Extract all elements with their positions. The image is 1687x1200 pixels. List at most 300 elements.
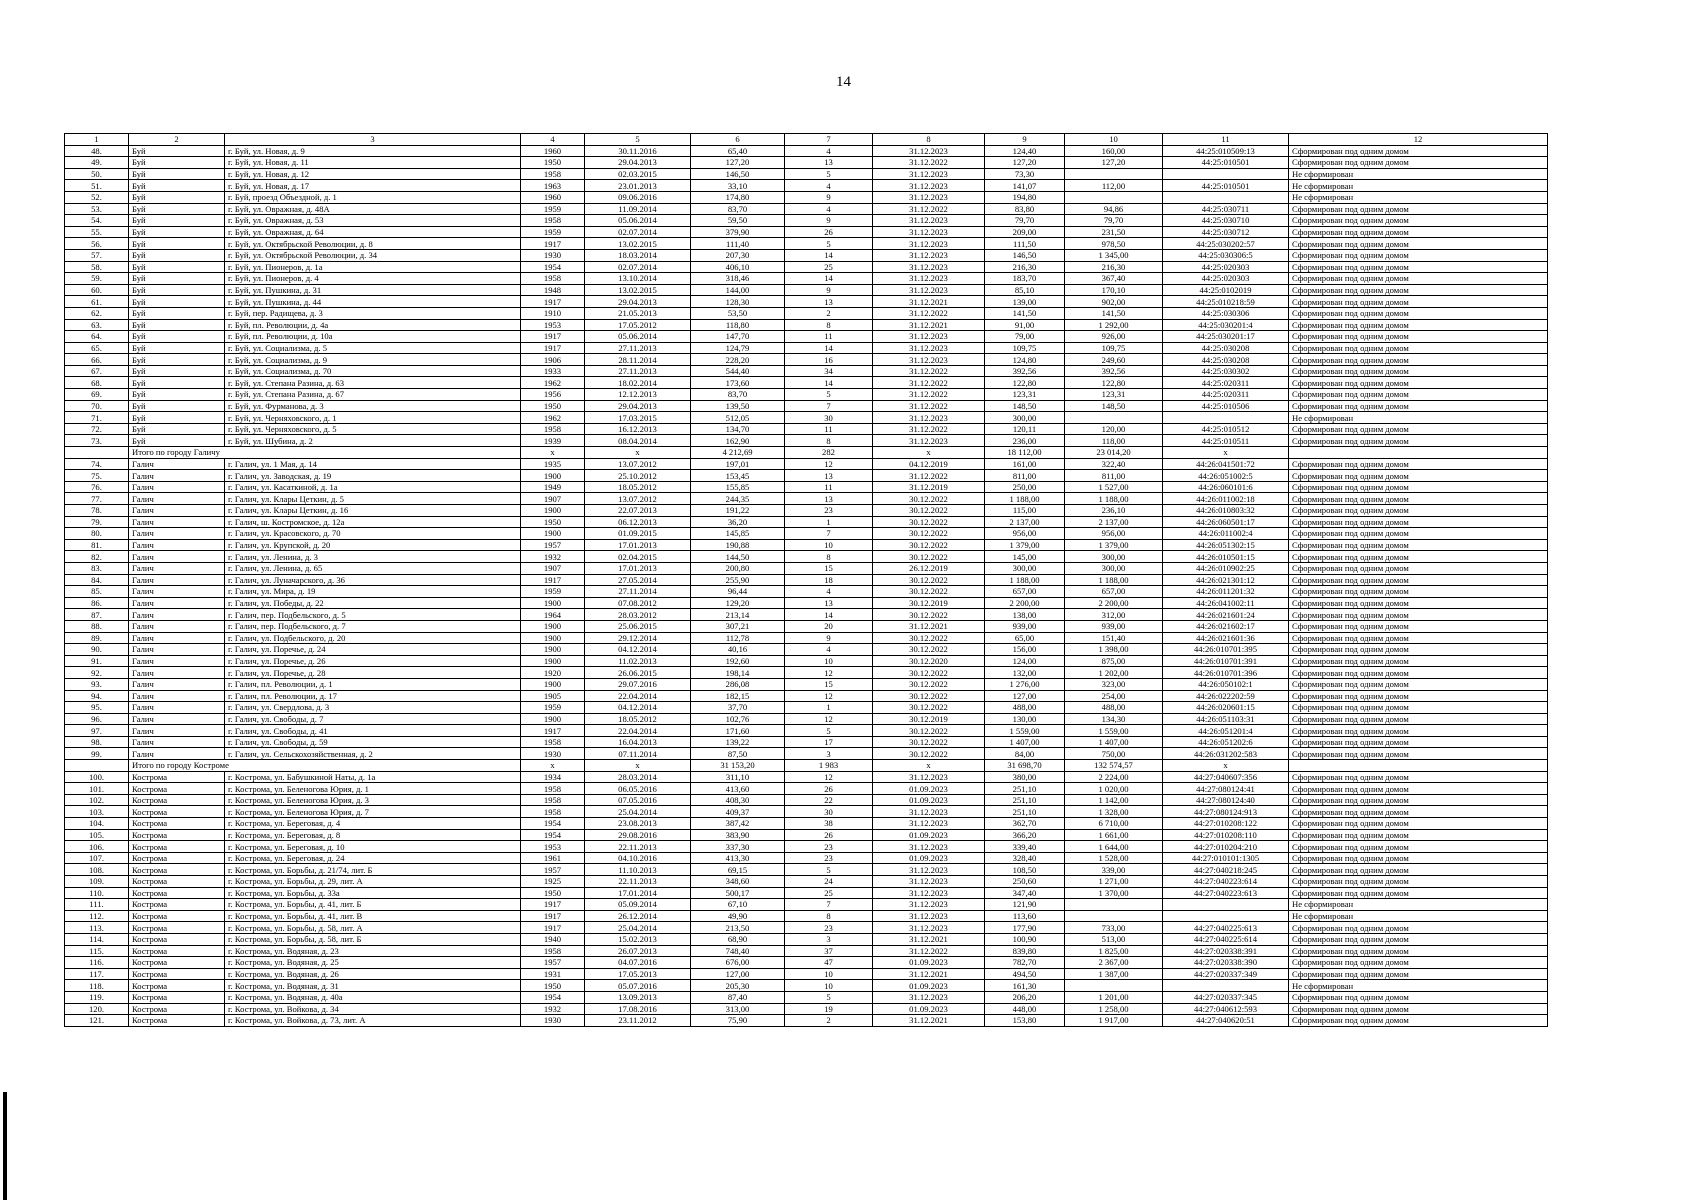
land-area-cell: 657,00 [1065,586,1163,598]
row-number-cell: 65. [65,342,129,354]
area-value-cell: 130,00 [985,713,1065,725]
area-cell: 182,15 [691,690,785,702]
area-cell: 139,22 [691,736,785,748]
address-cell: г. Галич, ул. Красовского, д. 70 [225,528,521,540]
municipality-cell: Галич [129,748,225,760]
land-status-cell: Сформирован под одним домом [1289,829,1548,841]
deadline-cell: 01.09.2023 [873,852,985,864]
address-cell: г. Галич, ул. Свободы, д. 41 [225,725,521,737]
row-number-cell: 84. [65,574,129,586]
area-cell: 512,05 [691,412,785,424]
area-cell: 128,30 [691,296,785,308]
deadline-cell: 31.12.2023 [873,818,985,830]
year-built-cell: 1930 [521,249,585,261]
municipality-cell: Галич [129,655,225,667]
area-cell: 748,40 [691,945,785,957]
municipality-cell: Кострома [129,794,225,806]
area-value-cell: 380,00 [985,771,1065,783]
land-status-cell: Сформирован под одним домом [1289,505,1548,517]
date-cell: 09.06.2016 [585,191,691,203]
land-status-cell: Сформирован под одним домом [1289,968,1548,980]
table-row [65,365,1548,377]
cadastral-number-cell: 44:25:030306:5 [1163,249,1289,261]
cadastral-number-cell: 44:26:010701:396 [1163,667,1289,679]
year-built-cell: 1954 [521,818,585,830]
table-row [65,354,1548,366]
residents-cell: 25 [785,261,873,273]
municipality-cell: Галич [129,690,225,702]
deadline-cell: 31.12.2023 [873,435,985,447]
table-row [65,876,1548,888]
area-cell: 145,85 [691,528,785,540]
cadastral-number-cell [1163,168,1289,180]
row-number-cell: 54. [65,215,129,227]
area-cell: 197,01 [691,458,785,470]
row-number-cell: 57. [65,249,129,261]
residents-cell: 9 [785,284,873,296]
deadline-cell: 31.12.2023 [873,273,985,285]
municipality-cell: Галич [129,620,225,632]
date-cell: 17.01.2013 [585,562,691,574]
land-area-cell: 236,10 [1065,505,1163,517]
column-number: 2 [129,134,225,146]
area-cell: 134,70 [691,423,785,435]
residents-cell: 14 [785,342,873,354]
row-number-cell: 74. [65,458,129,470]
residents-cell: 22 [785,794,873,806]
subtotal-value: 18 112,00 [985,447,1065,459]
date-cell: 18.02.2014 [585,377,691,389]
municipality-cell: Кострома [129,887,225,899]
cadastral-number-cell: 44:25:030712 [1163,226,1289,238]
table-row [65,678,1548,690]
table-row [65,249,1548,261]
year-built-cell: 1917 [521,342,585,354]
residents-cell: 8 [785,551,873,563]
date-cell: 22.04.2014 [585,690,691,702]
deadline-cell: 31.12.2023 [873,841,985,853]
area-value-cell: 124,80 [985,354,1065,366]
cadastral-number-cell: 44:25:010501 [1163,157,1289,169]
table-row [65,748,1548,760]
land-status-cell: Не сформирован [1289,412,1548,424]
row-number-cell: 115. [65,945,129,957]
land-area-cell: 148,50 [1065,400,1163,412]
land-area-cell: 1 328,00 [1065,806,1163,818]
table-row [65,284,1548,296]
residents-cell: 34 [785,365,873,377]
land-area-cell: 6 710,00 [1065,818,1163,830]
table-row [65,736,1548,748]
year-built-cell: 1934 [521,771,585,783]
area-cell: 87,50 [691,748,785,760]
table-row [65,771,1548,783]
area-value-cell: 1 188,00 [985,493,1065,505]
table-row [65,1015,1548,1027]
deadline-cell: 01.09.2023 [873,783,985,795]
year-built-cell: 1917 [521,331,585,343]
municipality-cell: Буй [129,331,225,343]
address-cell: г. Галич, пер. Подбельского, д. 7 [225,620,521,632]
table-row [65,910,1548,922]
residents-cell: 11 [785,423,873,435]
year-built-cell: 1905 [521,690,585,702]
land-area-cell: 1 387,00 [1065,968,1163,980]
date-cell: 25.10.2012 [585,470,691,482]
year-built-cell: 1958 [521,168,585,180]
land-area-cell: 1 188,00 [1065,493,1163,505]
row-number-cell: 118. [65,980,129,992]
row-number-cell: 97. [65,725,129,737]
area-value-cell: 124,00 [985,655,1065,667]
land-status-cell: Сформирован под одним домом [1289,1003,1548,1015]
land-status-cell: Сформирован под одним домом [1289,852,1548,864]
deadline-cell: 30.12.2022 [873,609,985,621]
land-area-cell: 1 188,00 [1065,574,1163,586]
area-cell: 348,60 [691,876,785,888]
deadline-cell: 30.12.2022 [873,678,985,690]
deadline-cell: 30.12.2019 [873,597,985,609]
row-number-cell: 102. [65,794,129,806]
land-area-cell: 1 258,00 [1065,1003,1163,1015]
land-status-cell: Не сформирован [1289,980,1548,992]
area-cell: 337,30 [691,841,785,853]
residents-cell: 12 [785,667,873,679]
address-cell: г. Галич, ул. Луначарского, д. 36 [225,574,521,586]
table-row [65,991,1548,1003]
municipality-cell: Галич [129,551,225,563]
deadline-cell: 31.12.2022 [873,389,985,401]
area-value-cell: 83,80 [985,203,1065,215]
date-cell: 23.01.2013 [585,180,691,192]
land-status-cell: Сформирован под одним домом [1289,818,1548,830]
area-value-cell: 251,10 [985,806,1065,818]
land-status-cell: Сформирован под одним домом [1289,331,1548,343]
residents-cell: 5 [785,389,873,401]
area-cell: 37,70 [691,702,785,714]
municipality-cell: Буй [129,412,225,424]
cadastral-number-cell: 44:27:020338:391 [1163,945,1289,957]
row-number-cell: 103. [65,806,129,818]
address-cell: г. Буй, ул. Пионеров, д. 1а [225,261,521,273]
area-cell: 83,70 [691,389,785,401]
municipality-cell: Буй [129,423,225,435]
deadline-cell: 30.12.2022 [873,516,985,528]
cadastral-number-cell: 44:26:011002:4 [1163,528,1289,540]
municipality-cell: Кострома [129,899,225,911]
table-row [65,841,1548,853]
land-area-cell [1065,191,1163,203]
table-row [65,319,1548,331]
land-status-cell: Сформирован под одним домом [1289,922,1548,934]
table-row [65,516,1548,528]
date-cell: 25.04.2014 [585,922,691,934]
subtotal-spacer [65,447,129,459]
table-row [65,458,1548,470]
address-cell: г. Кострома, ул. Борьбы, д. 58, лит. А [225,922,521,934]
area-cell: 146,50 [691,168,785,180]
date-cell: 13.09.2013 [585,991,691,1003]
area-cell: 313,00 [691,1003,785,1015]
year-built-cell: 1949 [521,481,585,493]
subtotal-value: 23 014,20 [1065,447,1163,459]
area-value-cell: 939,00 [985,620,1065,632]
area-cell: 87,40 [691,991,785,1003]
date-cell: 26.07.2013 [585,945,691,957]
area-cell: 40,16 [691,644,785,656]
cadastral-number-cell: 44:25:020303 [1163,261,1289,273]
municipality-cell: Галич [129,644,225,656]
area-value-cell: 100,90 [985,933,1065,945]
land-status-cell: Сформирован под одним домом [1289,528,1548,540]
land-area-cell: 300,00 [1065,551,1163,563]
row-number-cell: 95. [65,702,129,714]
land-area-cell: 249,60 [1065,354,1163,366]
residents-cell: 5 [785,238,873,250]
address-cell: г. Кострома, ул. Береговая, д. 4 [225,818,521,830]
area-cell: 207,30 [691,249,785,261]
land-status-cell: Сформирован под одним домом [1289,562,1548,574]
residents-cell: 26 [785,226,873,238]
area-value-cell: 84,00 [985,748,1065,760]
date-cell: 27.11.2014 [585,586,691,598]
date-cell: 13.10.2014 [585,273,691,285]
land-status-cell: Сформирован под одним домом [1289,516,1548,528]
cadastral-number-cell: 44:26:060101:6 [1163,481,1289,493]
date-cell: 02.03.2015 [585,168,691,180]
municipality-cell: Кострома [129,876,225,888]
area-value-cell: 236,00 [985,435,1065,447]
residents-cell: 7 [785,528,873,540]
area-value-cell: 300,00 [985,562,1065,574]
cadastral-number-cell: 44:26:010701:395 [1163,644,1289,656]
year-built-cell: 1900 [521,470,585,482]
municipality-cell: Кострома [129,771,225,783]
land-area-cell: 811,00 [1065,470,1163,482]
land-area-cell: 94,86 [1065,203,1163,215]
date-cell: 02.07.2014 [585,226,691,238]
land-status-cell: Сформирован под одним домом [1289,493,1548,505]
subtotal-value: 132 574,57 [1065,760,1163,772]
row-number-cell: 98. [65,736,129,748]
address-cell: г. Буй, ул. Новая, д. 11 [225,157,521,169]
subtotal-value: x [873,447,985,459]
residents-cell: 10 [785,539,873,551]
land-area-cell: 926,00 [1065,331,1163,343]
municipality-cell: Галич [129,597,225,609]
cadastral-number-cell: 44:25:020303 [1163,273,1289,285]
area-cell: 406,10 [691,261,785,273]
address-cell: г. Буй, ул. Социализма, д. 9 [225,354,521,366]
table-row [65,528,1548,540]
municipality-cell: Буй [129,215,225,227]
land-status-cell: Сформирован под одним домом [1289,261,1548,273]
residents-cell: 4 [785,203,873,215]
municipality-cell: Буй [129,354,225,366]
municipality-cell: Кострома [129,841,225,853]
year-built-cell: 1932 [521,1003,585,1015]
municipality-cell: Галич [129,609,225,621]
area-cell: 311,10 [691,771,785,783]
date-cell: 15.02.2013 [585,933,691,945]
land-area-cell [1065,168,1163,180]
deadline-cell: 31.12.2022 [873,157,985,169]
address-cell: г. Галич, ул. Сельскохозяйственная, д. 2 [225,748,521,760]
deadline-cell: 26.12.2019 [873,562,985,574]
year-built-cell: 1917 [521,296,585,308]
area-value-cell: 250,00 [985,481,1065,493]
year-built-cell: 1958 [521,736,585,748]
address-cell: г. Кострома, ул. Водяная, д. 25 [225,957,521,969]
year-built-cell: 1954 [521,991,585,1003]
subtotal-row [65,760,1548,772]
table-row [65,632,1548,644]
address-cell: г. Буй, ул. Пушкина, д. 31 [225,284,521,296]
deadline-cell: 31.12.2023 [873,864,985,876]
land-area-cell: 956,00 [1065,528,1163,540]
land-status-cell: Не сформирован [1289,899,1548,911]
row-number-cell: 67. [65,365,129,377]
land-area-cell [1065,412,1163,424]
residents-cell: 9 [785,191,873,203]
area-cell: 173,60 [691,377,785,389]
land-status-cell: Сформирован под одним домом [1289,655,1548,667]
land-area-cell: 109,75 [1065,342,1163,354]
cadastral-number-cell: 44:27:040607:356 [1163,771,1289,783]
land-area-cell: 1 020,00 [1065,783,1163,795]
year-built-cell: 1935 [521,458,585,470]
cadastral-number-cell: 44:26:010902:25 [1163,562,1289,574]
residents-cell: 23 [785,505,873,517]
address-cell: г. Кострома, ул. Бабушкиной Наты, д. 1а [225,771,521,783]
deadline-cell: 31.12.2022 [873,377,985,389]
deadline-cell: 31.12.2022 [873,470,985,482]
area-value-cell: 448,00 [985,1003,1065,1015]
area-cell: 118,80 [691,319,785,331]
municipality-cell: Буй [129,377,225,389]
area-value-cell: 250,60 [985,876,1065,888]
land-area-cell: 1 292,00 [1065,319,1163,331]
municipality-cell: Кострома [129,980,225,992]
land-area-cell: 122,80 [1065,377,1163,389]
area-cell: 198,14 [691,667,785,679]
area-cell: 53,50 [691,307,785,319]
municipality-cell: Буй [129,203,225,215]
row-number-cell: 121. [65,1015,129,1027]
address-cell: г. Буй, ул. Овражная, д. 53 [225,215,521,227]
cadastral-number-cell: 44:27:010204:210 [1163,841,1289,853]
row-number-cell: 72. [65,423,129,435]
land-area-cell: 733,00 [1065,922,1163,934]
cadastral-number-cell: 44:27:020337:349 [1163,968,1289,980]
row-number-cell: 64. [65,331,129,343]
area-value-cell: 127,00 [985,690,1065,702]
land-status-cell: Сформирован под одним домом [1289,307,1548,319]
deadline-cell: 31.12.2021 [873,968,985,980]
cadastral-number-cell: 44:25:030302 [1163,365,1289,377]
area-cell: 174,80 [691,191,785,203]
land-area-cell [1065,899,1163,911]
residents-cell: 23 [785,922,873,934]
table-row [65,412,1548,424]
deadline-cell: 31.12.2023 [873,226,985,238]
year-built-cell: 1900 [521,528,585,540]
cadastral-number-cell: 44:25:030202:57 [1163,238,1289,250]
area-value-cell: 488,00 [985,702,1065,714]
address-cell: г. Кострома, ул. Водяная, д. 26 [225,968,521,980]
residents-cell: 5 [785,725,873,737]
cadastral-number-cell: 44:26:010803:32 [1163,505,1289,517]
year-built-cell: 1950 [521,157,585,169]
land-area-cell: 1 661,00 [1065,829,1163,841]
date-cell: 04.10.2016 [585,852,691,864]
land-status-cell: Сформирован под одним домом [1289,678,1548,690]
land-status-cell: Сформирован под одним домом [1289,238,1548,250]
deadline-cell: 30.12.2020 [873,655,985,667]
subtotal-value: x [521,447,585,459]
cadastral-number-cell: 44:25:0102019 [1163,284,1289,296]
area-cell: 379,90 [691,226,785,238]
cadastral-number-cell: 44:26:021601:24 [1163,609,1289,621]
land-area-cell: 1 527,00 [1065,481,1163,493]
table-row [65,852,1548,864]
municipality-cell: Кострома [129,864,225,876]
area-value-cell: 156,00 [985,644,1065,656]
year-built-cell: 1959 [521,203,585,215]
year-built-cell: 1900 [521,713,585,725]
land-status-cell: Сформирован под одним домом [1289,609,1548,621]
year-built-cell: 1900 [521,655,585,667]
subtotal-label: Итого по городу Костроме [129,760,521,772]
year-built-cell: 1961 [521,852,585,864]
cadastral-number-cell: 44:26:021602:17 [1163,620,1289,632]
area-cell: 244,35 [691,493,785,505]
date-cell: 27.05.2014 [585,574,691,586]
residents-cell: 10 [785,655,873,667]
table-row [65,238,1548,250]
year-built-cell: 1957 [521,539,585,551]
year-built-cell: 1917 [521,922,585,934]
municipality-cell: Кострома [129,806,225,818]
residents-cell: 15 [785,562,873,574]
year-built-cell: 1907 [521,562,585,574]
area-value-cell: 657,00 [985,586,1065,598]
date-cell: 06.12.2013 [585,516,691,528]
column-number: 3 [225,134,521,146]
area-value-cell: 1 407,00 [985,736,1065,748]
residents-cell: 7 [785,400,873,412]
area-cell: 205,30 [691,980,785,992]
date-cell: 29.04.2013 [585,296,691,308]
deadline-cell: 30.12.2022 [873,586,985,598]
area-cell: 144,00 [691,284,785,296]
address-cell: г. Галич, ул. Поречье, д. 24 [225,644,521,656]
residents-cell: 24 [785,876,873,888]
cadastral-number-cell: 44:25:030711 [1163,203,1289,215]
municipality-cell: Буй [129,238,225,250]
date-cell: 21.05.2013 [585,307,691,319]
cadastral-number-cell: 44:25:030306 [1163,307,1289,319]
area-value-cell: 494,50 [985,968,1065,980]
land-area-cell [1065,980,1163,992]
row-number-cell: 87. [65,609,129,621]
municipality-cell: Галич [129,493,225,505]
row-number-cell: 71. [65,412,129,424]
area-cell: 96,44 [691,586,785,598]
deadline-cell: 01.09.2023 [873,957,985,969]
table-row [65,933,1548,945]
cadastral-number-cell [1163,412,1289,424]
